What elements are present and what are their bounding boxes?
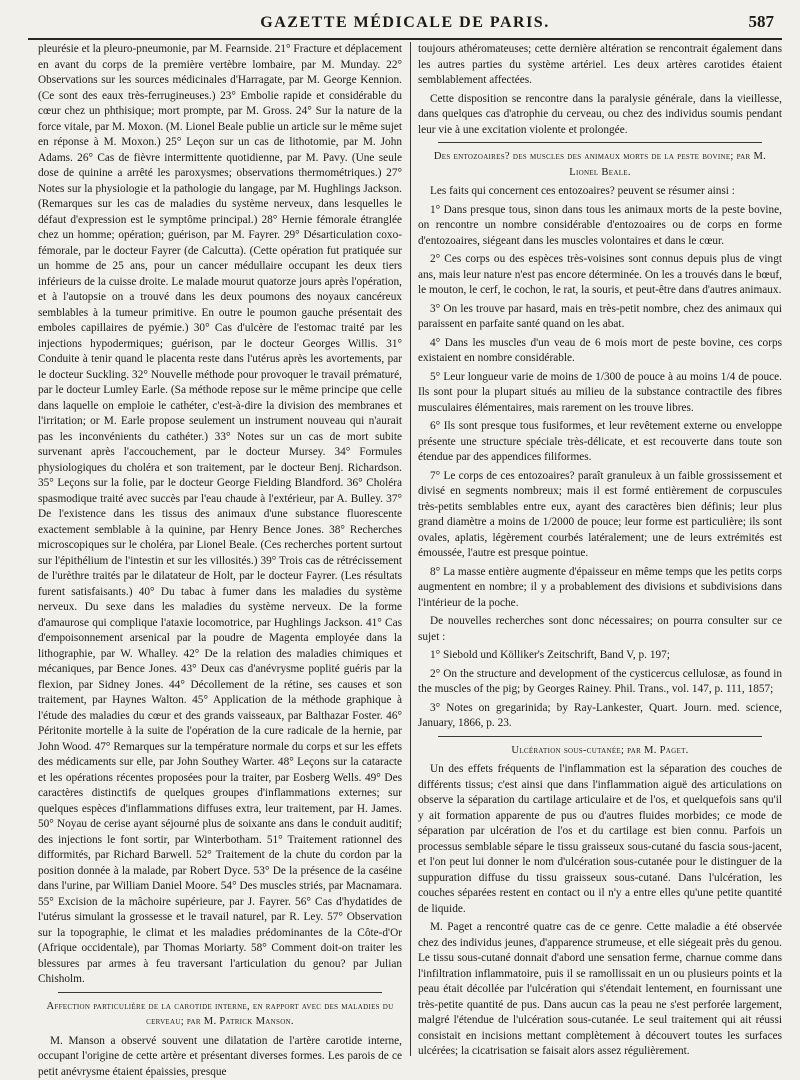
- section-divider: [438, 736, 762, 737]
- intro-paragraph: Les faits qui concernent ces entozoaires? peuvent se résumer ainsi :: [418, 184, 782, 200]
- list-item: 5° Leur longueur varie de moins de 1/300 de pouce à au moins 1/4 de pouce. Ils sont pour la plupart situés au milieu de la substance contractile des fibres musculaires élémentaires, mais rarement on les trouve libres.: [418, 370, 782, 417]
- section-title-entozoaires: Des entozoaires? des muscles des animaux morts de la peste bovine; par M. Lionel Beale.: [418, 149, 782, 180]
- catalogue-paragraph: pleurésie et la pleuro-pneumonie, par M. Fearnside. 21° Fracture et déplacement en avant du corps de la première vertèbre lombaire, par M. Munday. 22° Observations sur les sources médicinales d'Harragate, par M. George Kennion. (Ce sont des eaux très-ferrugineuses.) 23° Embolie rapide et considérable du cœur chez un phthisique; mort prompte, par M. Gross. 24° Sur la nature de la force vitale, par M. Moxon. (M. Lionel Beale publie un article sur le même sujet en réponse à M. Moxon.) 25° Leçon sur un cas de lithotomie, par M. John Adams. 26° Cas de fièvre intermittente quotidienne, par M. Pavy. (Une seule dose de quinine a arrêté les paroxysmes; observations thermométriques.) 27° Notes sur la physiologie et la pathologie du langage, par M. Hughlings Jackson. (Remarques sur les cas de maladies du système nerveux, dans lesquelles le défaut d'expression est le symptôme principal.) 28° Hernie fémorale étranglée chez un homme; opération; guérison, par M. Fayrer. 29° Désarticulation coxo-fémorale, par le docteur Fayrer (de Calcutta). (Cette opération fut pratiquée sur un homme de 25 ans, pour un cancer médullaire occupant les deux tiers inférieurs de la cuisse droite. Le malade mourut quatorze jours après l'opération, et à l'autopsie on a trouvé dans les deux poumons des noyaux cancéreux semblables à la tumeur primitive. En outre le poumon gauche présentait des emboles capillaires de pyémie.) 30° Cas d'ulcère de l'estomac traité par les injections hypodermiques; guérison, par le docteur Georges Willis. 31° Conduite à tenir quand le placenta reste dans l'utérus après les avortements, par le docteur Suckling. 32° Nouvelle méthode pour provoquer le travail prématuré, par le docteur Lumley Earle. (Sa méthode repose sur le même principe que celle dans laquelle on emploie le cathéter, c'est-à-dire la division des membranes et l'irritation; or M. Earle propose seulement un instrument nouveau qui n'aurait pas les inconvénients du cathéter.) 33° Notes sur un cas de mort subite survenant après l'accouchement, par le docteur Mursey. 34° Formules physiologiques du choléra et son traitement, par le docteur Benj. Richardson. 35° Leçons sur la folie, par le docteur George Fielding Blandford. 36° Choléra spasmodique traité avec succès par l'eau chaude à l'extérieur, par A. Bulley. 37° De l'existence dans les tissus des animaux d'une substance fluorescente exactement semblable à la quinine, par Henry Bence Jones. 38° Recherches microscopiques sur le choléra, par Lionel Beale. (Ces recherches portent surtout sur l'épithélium de l'intestin et sur les villosités.) 39° Trois cas de rétrécissement de l'urèthre traités par le dilatateur de Holt, par le docteur Fayrer. (Les résultats furent satisfaisants.) 40° Du tabac à fumer dans les maladies du système nerveux. Du sexe dans les maladies du système nerveux. De la forme d'amaurose qui complique l'ataxie locomotrice, par Hughlings Jackson. 41° Cas d'empoisonnement arsenical par la poudre de Magenta employée dans la lithographie, par W. Whalley. 42° De la relation des maladies chimiques et mécaniques, par Bence Jones. 43° Deux cas d'anévrysme poplité guéris par la flexion, par Sidney Jones. 44° Décollement de la rétine, ses causes et son traitement, par Haynes Walton. 45° Application de la méthode graphique à l'étude des maladies du cœur et des grands vaisseaux, par Balthazar Foster. 46° Péritonite mortelle à la suite de l'opération de la cure radicale de la hernie, par John Wood. 47° Remarques sur la température normale du corps et sur les effets des médicaments sur elle, par John Southey Warter. 48° Leçons sur la cataracte et les opérations récentes proposées pour la traiter, par Eosberg Wells. 49° Des caractères distinctifs de quelques groupes d'inflammations externes; sur quelques espèces d'inflammations diffuses extra, leur traitement, par H. James. 50° Noyau de cerise ayant séjourné plus de soixante ans dans le conduit auditif; des injections le font sortir, par Winterbotham. 51° Traitement rationnel des difformités, par Richard Barwell. 52° Traitement de la chute du cordon par la position donnée à la malade, par Robert Dyce. 53° De la présence de la caséine dans l'urine, par William Daniel Moore. 54° Des muscles striés, par Macnamara. 55° Excision de la mâchoire supérieure, par J. Fayrer. 56° Cas d'hydatides de l'utérus simulant la grossesse et le travail naturel, par R. Ley. 57° Observation sur la topographie, le climat et les maladies prédominantes de la Côte-d'Or (Afrique occidentale), par Thomas Moriarty. 58° Comment doit-on traiter les blessures par armes à feu traversant l'articulation du genou? par Julian Chisholm.: [38, 42, 402, 988]
- ulceration-paragraph: M. Paget a rencontré quatre cas de ce genre. Cette maladie a été observée chez des individus jeunes, d'apparence strumeuse, et elle siégeait près du genou. Le tissu sous-cutané donnait d'abord une sensation ferme, charnue comme dans l'infiltration inflammatoire, puis il se ramollissait en un ou plusieurs points et la peau était décollée par l'ulcération qui s'étendait lentement, en fournissant une très-petite quantité de pus. Dans aucun cas la peau ne s'est perforée largement, malgré l'étendue de l'ulcération sous-cutanée. Le seul traitement qui ait réussi consistait en incisions mettant complètement à découvert toutes les surfaces ulcérées; la cicatrisation se faisait alors assez régulièrement.: [418, 920, 782, 1060]
- ulceration-paragraph: Un des effets fréquents de l'inflammation est la séparation des couches de différents tissus; c'est ainsi que dans l'inflammation aiguë des articulations on observe la séparation du cartilage articulaire et de l'os, et quelquefois sans qu'il y ait formation apparente de pus ou d'autres fluides morbides; ce mode de séparation par ulcération de l'os et du cartilage est bien connu. Parfois un processus semblable sépare le tissu graisseux sous-cutané du fascia sous-jacent, et l'on peut lui donner le nom d'ulcération sous-cutanée pour le distinguer de la suppuration diffuse du tissu graisseux sous-cutané. Dans l'ulcération, les couches séparées restent en contact ou il n'y a entre elles qu'une petite quantité de liquide.: [418, 762, 782, 917]
- page-number: 587: [749, 12, 775, 32]
- section-title-ulceration: Ulcération sous-cutanée; par M. Paget.: [418, 743, 782, 759]
- page-header: [28, 8, 782, 40]
- list-item: 4° Dans les muscles d'un veau de 6 mois mort de peste bovine, ces corps existaient en nombre considérable.: [418, 336, 782, 367]
- section-divider: [58, 992, 382, 993]
- paralysis-paragraph: Cette disposition se rencontre dans la paralysie générale, dans la vieillesse, dans quelques cas d'atrophie du cerveau, ou chez des individus soumis pendant leur vie à une excitation violente et prolongée.: [418, 92, 782, 139]
- right-column: [418, 42, 782, 1058]
- list-item: 6° Ils sont presque tous fusiformes, et leur revêtement externe ou enveloppe présente une structure spéciale très-délicate, et est recouverte dans toute son étendue par des appendices filiformes.: [418, 419, 782, 466]
- carotid-paragraph: M. Manson a observé souvent une dilatation de l'artère carotide interne, occupant l'origine de cette artère et présentant diverses formes. Les parois de ce petit anévrysme étaient épaissies, presque: [38, 1034, 402, 1080]
- section-title-carotid: Affection particulière de la carotide interne, en rapport avec des maladies du cerveau; par M. Patrick Manson.: [38, 999, 402, 1030]
- journal-title: GAZETTE MÉDICALE DE PARIS.: [28, 14, 782, 32]
- left-column: [38, 42, 402, 1058]
- list-item: 3° On les trouve par hasard, mais en très-petit nombre, chez des animaux qui paraissent en parfaite santé quand on les abat.: [418, 302, 782, 333]
- list-item: 2° Ces corps ou des espèces très-voisines sont connus depuis plus de vingt ans, mais leur nature n'est pas encore déterminée. On les a trouvés dans le bœuf, le mouton, le cerf, le cochon, le rat, la souris, et peut-être dans d'autres animaux.: [418, 252, 782, 299]
- list-item: 8° La masse entière augmente d'épaisseur en même temps que les petits corps augmentent en nombre; il y a probablement des divisions et subdivisions dans l'intérieur de la poche.: [418, 565, 782, 612]
- further-research-paragraph: De nouvelles recherches sont donc nécessaires; on pourra consulter sur ce sujet :: [418, 614, 782, 645]
- section-divider: [438, 142, 762, 143]
- list-item: 7° Le corps de ces entozoaires? paraît granuleux à un faible grossissement et divisé en segments nombreux; mais il est formé entièrement de corpuscules très-petits semblables entre eux, ayant des caractères bien définis; leur plus grand diamètre a moins de 1/2000 de pouce; leur forme est particulière; ils sont ovales, aplatis, légèrement courbés latéralement; une de leurs extrémités est émoussée, l'autre est presque pointue.: [418, 469, 782, 562]
- column-divider: [410, 42, 411, 1056]
- reference-item: 1° Siebold und Kölliker's Zeitschrift, Band V, p. 197;: [418, 648, 782, 664]
- carryover-paragraph: toujours athéromateuses; cette dernière altération se rencontrait également dans les autres parties du système artériel. Les deux artères carotides étaient semblablement affectées.: [418, 42, 782, 89]
- list-item: 1° Dans presque tous, sinon dans tous les animaux morts de la peste bovine, on rencontre un nombre considérable d'entozoaires ou de corps en forme d'entozoaires, siégeant dans les muscles volontaires et dans le cœur.: [418, 203, 782, 250]
- reference-item: 2° On the structure and development of the cysticercus cellulosæ, as found in the muscles of the pig; by Georges Rainey. Phil. Trans., vol. 147, p. 111, 1857;: [418, 667, 782, 698]
- reference-item: 3° Notes on gregarinida; by Ray-Lankester, Quart. Journ. med. science, January, 1866, p. 23.: [418, 701, 782, 732]
